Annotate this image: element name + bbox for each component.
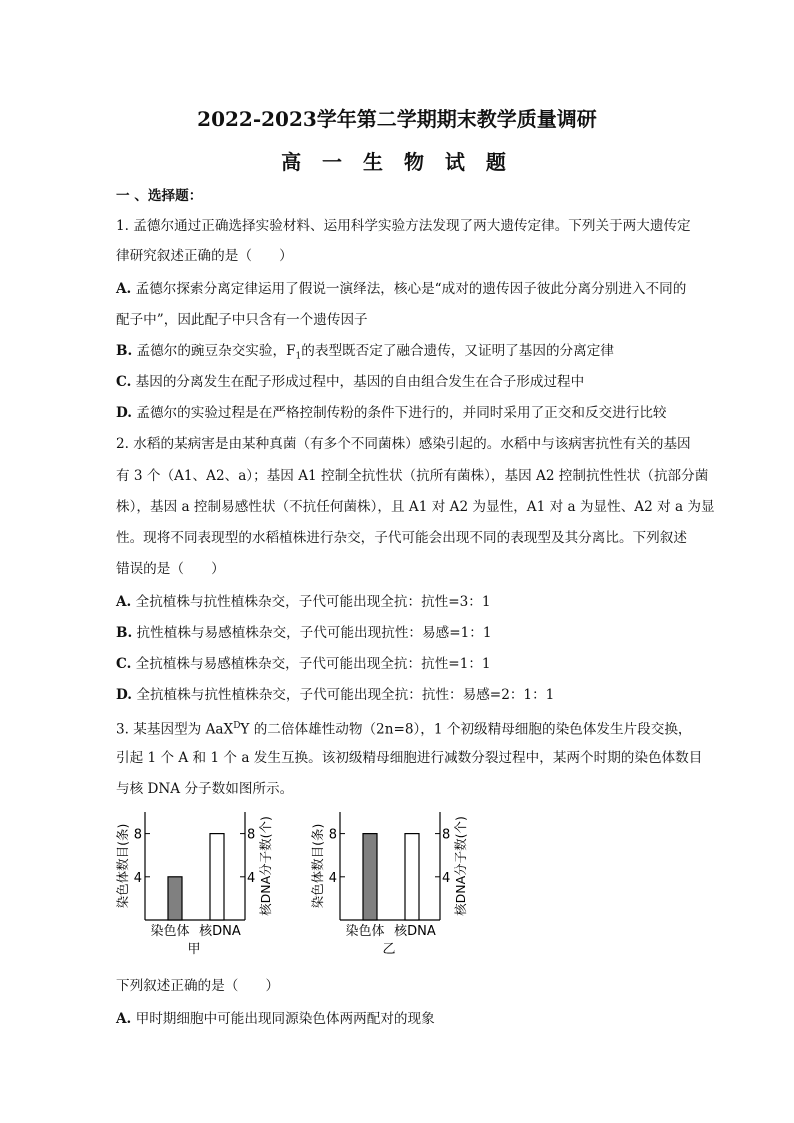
option-text: 孟德尔的实验过程是在严格控制传粉的条件下进行的，并同时采用了正交和反交进行比较 [132,405,667,421]
q1-option-a [116,279,706,299]
q1-option-c [116,372,706,392]
left-axis-label: 染色体数目(条) [115,823,130,909]
q3-stem-line1 [116,716,706,740]
exam-title: 2022-2023学年第二学期期末教学质量调研 [197,107,597,131]
left-tick-label: 8 [328,827,337,843]
f1-symbol: F [286,343,296,359]
q2-stem-line1: 2. 水稻的某病害是由某种真菌（有多个不同菌株）感染引起的。水稻中与该病害抗性有关的基因 [116,436,691,452]
f1-subscript: 1 [295,351,302,362]
q3-text: Y 的二倍体雄性动物（2n=8），1 个初级精母细胞的染色体发生片段交换， [240,721,692,738]
bar-chromosome [168,877,182,920]
option-letter: C. [116,374,132,390]
q1-stem-line2: 律研究叙述正确的是（ ） [116,248,293,264]
option-letter: A. [116,594,132,610]
category-label: 染色体 [150,924,190,939]
bar-nuclear-dna [405,834,419,920]
q3-question: 下列叙述正确的是（ ） [116,978,280,994]
right-tick-label: 4 [442,870,451,886]
q1-option-a-cont: 配子中”，因此配子中只含有一个遗传因子 [116,312,368,328]
exam-subtitle: 高 一 生 物 试 题 [281,150,513,174]
q2-stem-line4: 性。现将不同表现型的水稻植株进行杂交，子代可能会出现不同的表现型及其分离比。下列叙述 [116,530,687,546]
q1-stem-line1: 1. 孟德尔通过正确选择实验材料、运用科学实验方法发现了两大遗传定律。下列关于两大遗传定 [116,218,691,234]
q3-option-a [116,1009,706,1029]
right-axis-label: 核DNA分子数(个) [258,816,273,916]
right-tick-label: 8 [442,827,451,843]
xd-superscript: D [233,721,241,731]
right-tick-label: 8 [247,827,256,843]
left-axis-label: 染色体数目(条) [310,823,325,909]
q2-option-c [116,654,706,674]
option-text: 甲时期细胞中可能出现同源染色体两两配对的现象 [131,1011,435,1027]
option-letter: A. [116,1011,132,1027]
q3-text: 3. 某基因型为 AaX [116,721,234,738]
option-letter: B. [116,343,133,359]
option-letter: A. [116,281,132,297]
option-text: 全抗植株与抗性植株杂交，子代可能出现全抗：抗性=3：1 [131,594,491,610]
option-text: 抗性植株与易感植株杂交，子代可能出现抗性：易感=1：1 [132,625,492,641]
chart-caption: 甲 [187,942,201,957]
option-text: 全抗植株与抗性植株杂交，子代可能出现全抗：抗性：易感=2：1：1 [132,687,555,703]
category-label: 核DNA [394,924,436,939]
q1-option-b [116,341,706,367]
q2-option-b [116,623,706,643]
left-tick-label: 4 [328,870,337,886]
option-text: 孟德尔探索分离定律运用了假说一演绎法，核心是“成对的遗传因子彼此分离分别进入不同的 [131,281,687,297]
q3-stem-line3: 与核 DNA 分子数如图所示。 [116,781,294,797]
option-text: 孟德尔的豌豆杂交实验， [132,343,287,359]
section-heading: 一 、选择题： [116,188,203,204]
option-letter: C. [116,656,132,672]
chart-yi [307,808,482,958]
q1-option-d [116,403,706,423]
category-label: 染色体 [345,924,385,939]
left-tick-label: 8 [133,827,142,843]
chart-jia [112,808,287,958]
q2-stem-line2: 有 3 个（A1、A2、a）；基因 A1 控制全抗性状（抗所有菌株），基因 A2 控制抗性性状（抗部分菌 [116,468,709,484]
option-text: 的表型既否定了融合遗传，又证明了基因的分离定律 [301,343,614,359]
q2-stem-line3: 株），基因 a 控制易感性状（不抗任何菌株），且 A1 对 A2 为显性，A1 对 a 为显性、A2 对 a 为显 [116,499,715,515]
option-text: 全抗植株与易感植株杂交，子代可能出现全抗：抗性=1：1 [131,656,491,672]
q2-option-d [116,685,706,705]
q3-stem-line2: 引起 1 个 A 和 1 个 a 发生互换。该初级精母细胞进行减数分裂过程中，某两个时期的染色体数目 [116,750,703,766]
bar-chromosome [363,834,377,920]
q2-option-a [116,592,706,612]
right-axis-label: 核DNA分子数(个) [453,816,468,916]
category-label: 核DNA [199,924,241,939]
option-letter: D. [116,405,133,421]
q2-stem-line5: 错误的是（ ） [116,561,225,577]
option-text: 基因的分离发生在配子形成过程中，基因的自由组合发生在合子形成过程中 [131,374,585,390]
right-tick-label: 4 [247,870,256,886]
option-letter: D. [116,687,133,703]
bar-nuclear-dna [210,834,224,920]
chart-caption: 乙 [382,942,396,957]
left-tick-label: 4 [133,870,142,886]
option-letter: B. [116,625,133,641]
